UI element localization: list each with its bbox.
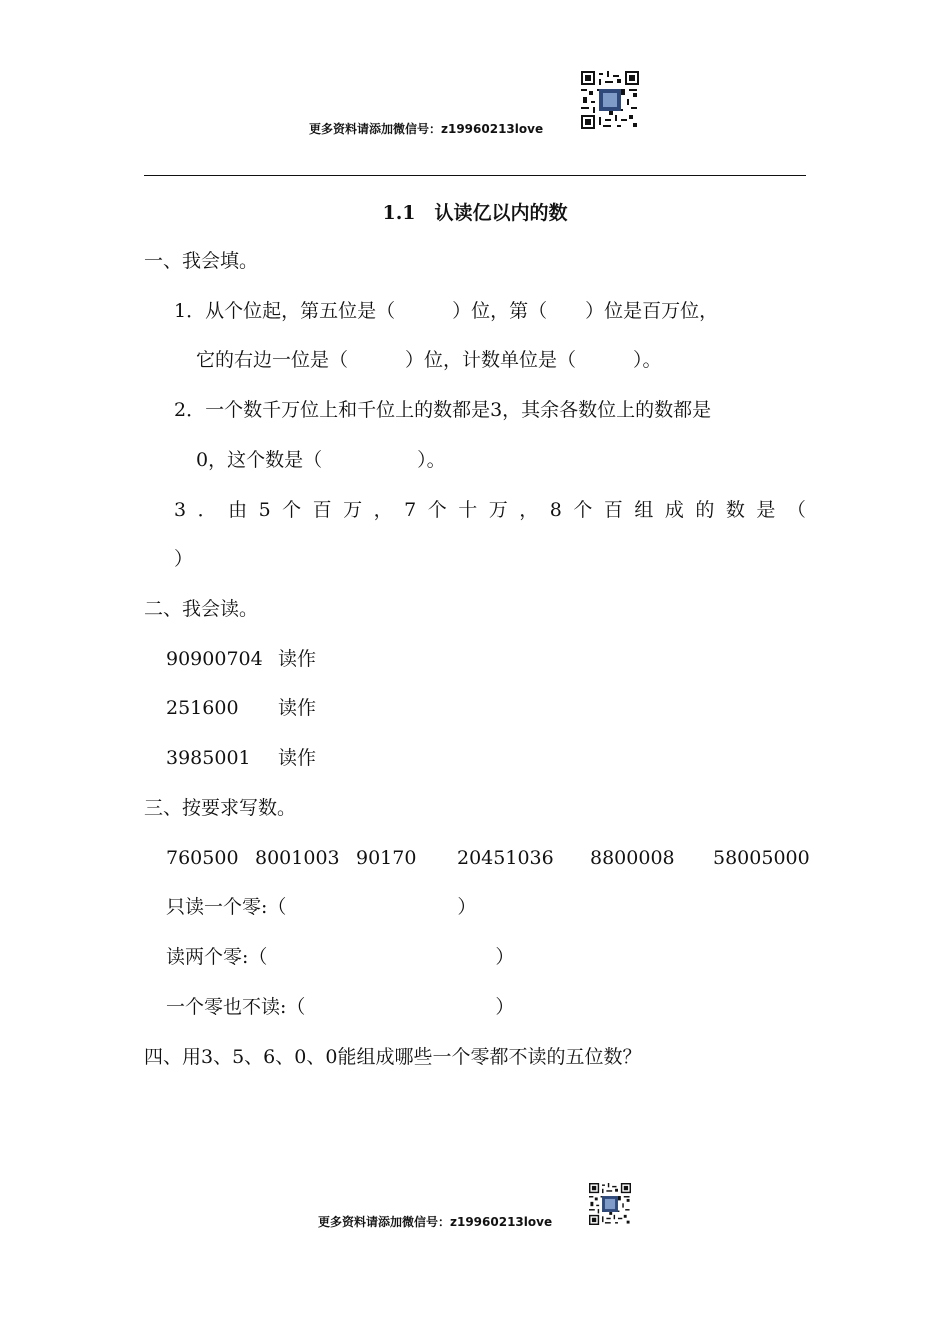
section4-heading: 四、用3、5、6、0、0能组成哪些一个零都不读的五位数？ bbox=[144, 1046, 642, 1068]
q1-line1: 1．从个位起，第五位是（ ）位，第（ ）位是百万位， bbox=[174, 300, 719, 322]
q3-token: 万 bbox=[488, 499, 508, 521]
header-contact-text: 更多资料请添加微信号：z19960213love bbox=[309, 122, 544, 136]
q3-token: 是 bbox=[756, 499, 776, 521]
q3-line2: ） bbox=[174, 548, 194, 570]
q3-token: 个 bbox=[573, 499, 593, 521]
q3-token: 由 bbox=[228, 499, 248, 521]
number-item: 20451036 bbox=[457, 847, 554, 869]
qr-code-icon bbox=[589, 1183, 631, 1225]
q3-token: 十 bbox=[458, 499, 478, 521]
q3-token: 3 bbox=[174, 499, 187, 521]
q3-token: 个 bbox=[427, 499, 447, 521]
read-item-number: 3985001 bbox=[166, 747, 251, 769]
q3-token: 个 bbox=[282, 499, 302, 521]
q3-token: 7 bbox=[404, 499, 417, 521]
q2-line2: 0，这个数是（ ）。 bbox=[196, 449, 446, 471]
q3-token: 成 bbox=[664, 499, 684, 521]
footer-contact-text: 更多资料请添加微信号：z19960213love bbox=[318, 1215, 553, 1229]
qr-code-icon bbox=[581, 71, 639, 129]
read-item-number: 90900704 bbox=[166, 648, 263, 670]
q1-line2: 它的右边一位是（ ）位，计数单位是（ ）。 bbox=[196, 349, 662, 371]
read-item-label: 读作 bbox=[278, 648, 317, 670]
q3-token: 的 bbox=[695, 499, 715, 521]
prompt-read-one-zero: 只读一个零:（ ） bbox=[166, 896, 477, 918]
q3-token: ． bbox=[197, 499, 217, 521]
section3-heading: 三、按要求写数。 bbox=[144, 797, 297, 819]
q3-token: 组 bbox=[634, 499, 654, 521]
q3-token: ， bbox=[373, 499, 393, 521]
read-item-number: 251600 bbox=[166, 697, 239, 719]
section1-heading: 一、我会填。 bbox=[144, 250, 259, 272]
prompt-read-no-zero: 一个零也不读:（ ） bbox=[166, 996, 515, 1018]
number-item: 90170 bbox=[356, 847, 417, 869]
prompt-read-two-zeros: 读两个零:（ ） bbox=[166, 946, 515, 968]
q3-token: 8 bbox=[549, 499, 562, 521]
number-item: 760500 bbox=[166, 847, 239, 869]
q3-token: 百 bbox=[603, 499, 623, 521]
read-item-label: 读作 bbox=[278, 747, 317, 769]
q3-token: 百 bbox=[312, 499, 332, 521]
number-item: 8001003 bbox=[255, 847, 340, 869]
number-item: 58005000 bbox=[713, 847, 810, 869]
q3-token: ， bbox=[519, 499, 539, 521]
q3-token: （ bbox=[786, 499, 806, 521]
read-item-label: 读作 bbox=[278, 697, 317, 719]
q3-line1 bbox=[174, 497, 806, 523]
header-rule bbox=[144, 175, 806, 176]
q2-line1: 2．一个数千万位上和千位上的数都是3，其余各数位上的数都是 bbox=[174, 399, 712, 421]
section2-heading: 二、我会读。 bbox=[144, 598, 259, 620]
q3-token: 5 bbox=[258, 499, 271, 521]
page-title: 1.1 认读亿以内的数 bbox=[382, 202, 568, 224]
q3-token: 数 bbox=[725, 499, 745, 521]
number-item: 8800008 bbox=[590, 847, 675, 869]
q3-token: 万 bbox=[343, 499, 363, 521]
